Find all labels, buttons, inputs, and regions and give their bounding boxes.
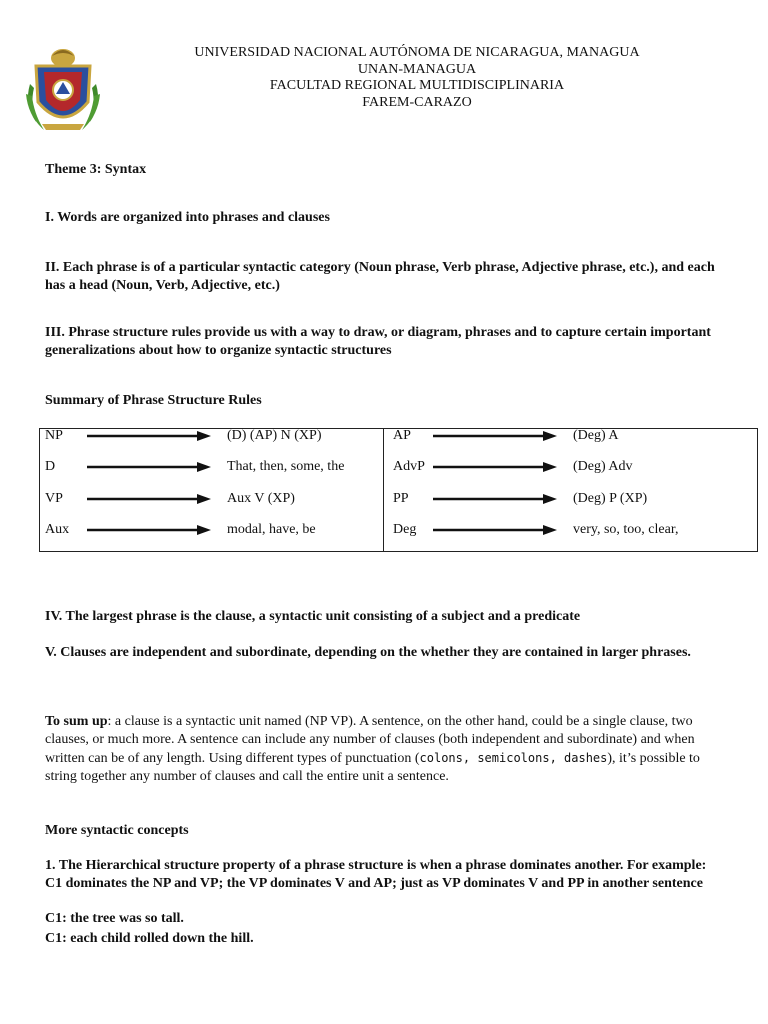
sum-up-punctuation: colons, semicolons, dashes <box>419 751 608 765</box>
rule-left-expansion: That, then, some, the <box>227 459 345 475</box>
point-4: IV. The largest phrase is the clause, a syntactic unit consisting of a subject and a predicate <box>45 609 581 624</box>
header-line-1: UNIVERSIDAD NACIONAL AUTÓNOMA DE NICARAGUA, MANAGUA <box>194 45 640 60</box>
rule-right-arrow-icon <box>433 459 573 490</box>
institution-header <box>150 45 684 111</box>
phrase-structure-rules-table <box>39 428 759 553</box>
rule-right-expansion: (Deg) A <box>573 428 619 443</box>
rule-left-arrow-icon <box>87 522 227 553</box>
rule-row <box>39 428 759 459</box>
header-line-2: UNAN-MANAGUA <box>357 61 477 77</box>
sum-up-paragraph <box>45 713 725 786</box>
point-5: V. Clauses are independent and subordinate, depending on the whether they are contained in larger phrases. <box>45 645 691 660</box>
concept-1: 1. The Hierarchical structure property of a phrase structure is when a phrase dominates another. For example: C1 dominates the NP and VP; the VP dominates V and AP; just as VP dominates V and PP in another sentence <box>45 858 707 891</box>
header-line-3: FACULTAD REGIONAL MULTIDISCIPLINARIA <box>269 78 565 93</box>
rule-right-expansion: very, so, too, clear, <box>573 521 679 537</box>
sum-up-text-b: ), it’s possible to string together any number of clauses and call the entire unit a sentence. <box>45 751 700 784</box>
rule-left-category: VP <box>45 490 63 506</box>
point-3: III. Phrase structure rules provide us with a way to draw, or diagram, phrases and to capture certain important generalizations about how to organize syntactic structures <box>45 325 711 358</box>
rule-left-expansion: modal, have, be <box>227 521 316 537</box>
rule-row <box>39 491 759 522</box>
example-1: C1: the tree was so tall. <box>45 911 184 926</box>
rule-row <box>39 459 759 490</box>
point-2: II. Each phrase is of a particular syntactic category (Noun phrase, Verb phrase, Adjective phrase, etc.), and each has a head (Noun, Verb, Adjective, etc.) <box>45 260 715 293</box>
example-2: C1: each child rolled down the hill. <box>45 931 254 946</box>
rule-left-expansion: (D) (AP) N (XP) <box>227 428 322 443</box>
rule-left-category: Aux <box>45 521 70 537</box>
rule-right-arrow-icon <box>433 491 573 522</box>
rule-right-category: AP <box>393 428 411 443</box>
rule-right-arrow-icon <box>433 428 573 459</box>
more-concepts-title: More syntactic concepts <box>45 823 189 838</box>
rule-right-expansion: (Deg) Adv <box>573 459 633 475</box>
rule-left-category: D <box>45 459 56 475</box>
sum-up-label: To sum up <box>45 714 108 729</box>
rule-left-expansion: Aux V (XP) <box>227 490 295 506</box>
rule-left-arrow-icon <box>87 428 227 459</box>
rule-right-arrow-icon <box>433 522 573 553</box>
header-line-4: FAREM-CARAZO <box>362 94 472 110</box>
rule-right-expansion: (Deg) P (XP) <box>573 490 648 506</box>
rule-right-category: AdvP <box>393 459 425 475</box>
summary-title: Summary of Phrase Structure Rules <box>45 393 262 408</box>
rule-left-category: NP <box>45 428 63 443</box>
theme-title: Theme 3: Syntax <box>45 162 147 177</box>
point-1: I. Words are organized into phrases and clauses <box>45 210 330 225</box>
rule-left-arrow-icon <box>87 459 227 490</box>
rule-right-category: PP <box>393 490 409 506</box>
rule-right-category: Deg <box>393 521 417 537</box>
university-seal-icon <box>22 44 104 136</box>
sum-up-text-a: : a clause is a syntactic unit named (NP VP). A sentence, on the other hand, could be a single clause, two clauses, or much more. A sentence can include any number of clauses (both independent and subordinate) and when written can be of any length. Using different types of punctuation ( <box>45 714 695 766</box>
rule-left-arrow-icon <box>87 491 227 522</box>
rule-row <box>39 522 759 553</box>
